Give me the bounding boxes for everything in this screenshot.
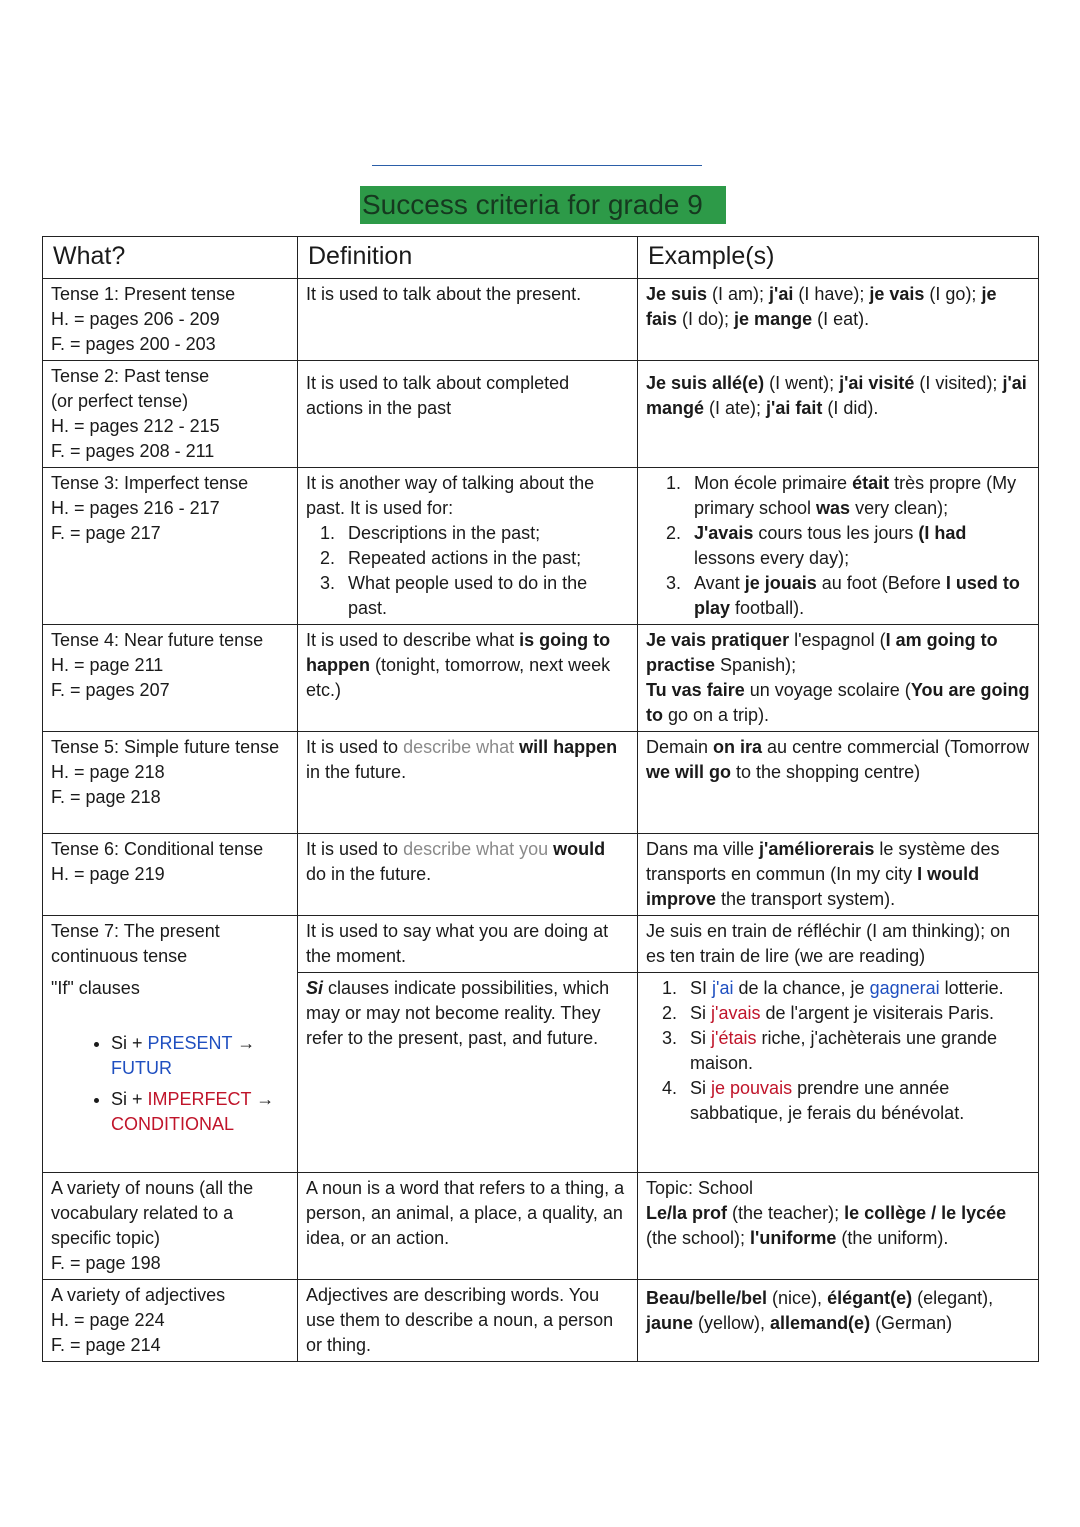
list-item [682,976,1030,1001]
example-text: cours tous les jours [753,523,919,543]
example-text: de l'argent je visiterais Paris. [760,1003,995,1023]
example-cell [638,1173,1039,1280]
example-text: (I went); [764,373,840,393]
table-row [43,732,1039,834]
what-line: H. = page 211 [51,655,164,675]
what-line: H. = page 218 [51,762,165,782]
example-text: (I visited); [914,373,1003,393]
definition-text: in the future. [306,762,407,782]
example-bold: je vais [869,284,925,304]
example-bold: j'ai [769,284,794,304]
definition-text: (tonight, tomorrow, next week etc.) [306,655,611,700]
example-text: (nice), [767,1288,828,1308]
example-text: le système des transports en commun (In my city [646,839,1000,884]
what-line: A variety of adjectives [51,1285,226,1305]
definition-text: It is used to [306,737,404,757]
what-line: H. = page 224 [51,1310,165,1330]
definition-cell [298,625,638,732]
example-text: Dans ma ville [646,839,760,859]
what-line: A variety of nouns (all the vocabulary related to a specific topic) [51,1178,254,1248]
example-text: de la chance, je [733,978,870,998]
what-cell [43,834,298,916]
what-line: F. = pages 208 - 211 [51,441,215,461]
example-text: au foot (Before [816,573,946,593]
header-definition: Definition [298,237,638,279]
example-cell [638,834,1039,916]
example-text: lessons every day); [694,548,850,568]
table-row [43,361,1039,468]
table-row [43,916,1039,973]
example-text: the transport system). [716,889,896,909]
example-bold: jaune [646,1313,694,1333]
example-text: (I eat). [812,309,870,329]
example-text: très propre (My primary school [694,473,1017,518]
example-text: (I do); [677,309,735,329]
example-topic: Topic: School [646,1178,754,1198]
rule-tense: IMPERFECT [147,1088,252,1109]
example-text: (I am); [707,284,770,304]
example-bold: we will go [646,762,732,782]
list-item [111,1087,289,1137]
top-rule [372,165,702,166]
example-text: Si [690,1003,712,1023]
definition-text: It is used to [306,839,404,859]
what-line: H. = page 219 [51,864,165,884]
list-item: 2. Repeated actions in the past; [340,546,629,571]
what-line: Tense 3: Imperfect tense [51,473,249,493]
example-cell [638,625,1039,732]
what-cell [43,279,298,361]
example-bold: j'ai mangé [646,373,1027,418]
definition-bold: Si [306,978,324,998]
definition-cell: A noun is a word that refers to a thing, a person, an animal, a place, a quality, an idea, or an action. [298,1173,638,1280]
example-text: (the school); [646,1228,751,1248]
example-text: Mon école primaire [694,473,853,493]
example-cell [638,361,1039,468]
list-item [686,521,1030,571]
definition-text: It is used to describe what [306,630,520,650]
example-bold: Tu vas faire [646,680,745,700]
example-text: to the shopping centre) [731,762,921,782]
example-text: football). [730,598,805,618]
list-item [682,1026,1030,1076]
what-cell [43,1280,298,1362]
example-bold: (I had [918,523,967,543]
example-text: Si [690,1028,712,1048]
example-bold: allemand(e) [770,1313,871,1333]
example-text: Demain [646,737,714,757]
example-list [646,471,1030,621]
table-row [43,1173,1039,1280]
example-bold: was [816,498,851,518]
example-bold: je jouais [744,573,817,593]
example-text: l'espagnol ( [789,630,886,650]
list-item: 3. What people used to do in the past. [340,571,629,621]
what-cell [43,361,298,468]
example-blue: j'ai [712,978,734,998]
example-bold: J'avais [694,523,754,543]
rule-tense: PRESENT [147,1032,233,1053]
what-line: F. = page 214 [51,1335,161,1355]
example-bold: je mange [734,309,813,329]
example-text: (I have); [793,284,870,304]
example-text: (the uniform). [836,1228,949,1248]
table-row [43,834,1039,916]
header-row [43,237,1039,279]
definition-faded: describe what [403,737,520,757]
grade9-criteria-table [42,236,1039,1362]
what-line: F. = page 198 [51,1253,161,1273]
what-line: F. = pages 200 - 203 [51,334,216,354]
page-title: Success criteria for grade 9 [360,186,726,224]
rule-text: Si + [111,1088,148,1109]
table-row [43,973,1039,1173]
example-text: go on a trip). [663,705,770,725]
rule-result: FUTUR [111,1057,172,1078]
example-text: SI [690,978,713,998]
example-cell [638,973,1039,1173]
example-list [646,976,1030,1126]
what-line: F. = pages 207 [51,680,170,700]
if-clause-rules [51,1031,289,1137]
example-bold: j'améliorerais [759,839,875,859]
definition-list [306,521,629,621]
example-text: very clean); [850,498,949,518]
definition-cell [298,834,638,916]
definition-text: do in the future. [306,864,432,884]
example-text: (the teacher); [727,1203,845,1223]
example-bold: I used to play [694,573,1020,618]
table-row [43,625,1039,732]
list-item [682,1001,1030,1026]
example-text: (German) [870,1313,953,1333]
example-text: (I did). [822,398,879,418]
example-text: (I ate); [704,398,767,418]
example-red: je pouvais [711,1078,793,1098]
definition-bold: will happen [519,737,618,757]
what-line: F. = page 217 [51,523,161,543]
what-line: H. = pages 206 - 209 [51,309,220,329]
definition-cell [298,973,638,1173]
what-cell [43,1173,298,1280]
definition-text: clauses indicate possibilities, which may or may not become reality. They refer to the present, past, and future. [306,978,610,1048]
example-cell [638,732,1039,834]
what-line: "If" clauses [51,977,140,998]
example-cell [638,468,1039,625]
definition-cell: It is used to talk about completed actions in the past [298,361,638,468]
what-line: F. = page 218 [51,787,161,807]
example-bold: Je suis [646,284,708,304]
example-cell [638,279,1039,361]
example-cell [638,1280,1039,1362]
what-line: Tense 1: Present tense [51,284,236,304]
example-bold: Je suis allé(e) [646,373,765,393]
example-text: Avant [694,573,745,593]
example-bold: je fais [646,284,997,329]
example-text: Si [690,1078,712,1098]
example-bold: You are going to [646,680,1030,725]
what-cell [43,973,298,1173]
example-text: lotterie. [939,978,1004,998]
rule-result: CONDITIONAL [111,1113,235,1134]
table-row [43,1280,1039,1362]
list-item [686,571,1030,621]
example-text: prendre une année sabbatique, je ferais du bénévolat. [690,1078,965,1123]
definition-cell: Adjectives are describing words. You use them to describe a noun, a person or thing. [298,1280,638,1362]
example-bold: élégant(e) [827,1288,913,1308]
example-text: un voyage scolaire ( [744,680,911,700]
what-line: (or perfect tense) [51,391,189,411]
arrow-icon: → [251,1088,275,1109]
example-bold: j'ai fait [766,398,823,418]
what-line: Tense 6: Conditional tense [51,839,264,859]
what-line: Tense 5: Simple future tense [51,737,280,757]
what-line: H. = pages 212 - 215 [51,416,220,436]
example-red: j'avais [711,1003,761,1023]
example-text: (yellow), [693,1313,771,1333]
what-line: H. = pages 216 - 217 [51,498,220,518]
example-red: j'étais [711,1028,757,1048]
list-item [686,471,1030,521]
definition-cell: It is used to say what you are doing at the moment. [298,916,638,973]
example-text: au centre commercial (Tomorrow [762,737,1030,757]
example-cell: Je suis en train de réfléchir (I am thinking); on es ten train de lire (we are reading) [638,916,1039,973]
example-text: (I go); [924,284,982,304]
definition-intro: It is another way of talking about the past. It is used for: [306,473,595,518]
what-line: Tense 4: Near future tense [51,630,264,650]
what-cell: Tense 7: The present continuous tense [43,916,298,973]
what-cell [43,468,298,625]
what-line: Tense 2: Past tense [51,366,210,386]
example-bold: l'uniforme [750,1228,837,1248]
table-row [43,279,1039,361]
example-bold: I would improve [646,864,980,909]
example-bold: était [852,473,890,493]
definition-cell: It is used to talk about the present. [298,279,638,361]
example-text: (elegant), [912,1288,994,1308]
header-examples: Example(s) [638,237,1039,279]
definition-cell [298,732,638,834]
definition-bold: would [553,839,606,859]
list-item [111,1031,289,1081]
definition-cell [298,468,638,625]
definition-bold: is going to happen [306,630,611,675]
example-bold: Beau/belle/bel [646,1288,768,1308]
list-item: 1. Descriptions in the past; [340,521,629,546]
definition-faded: describe what you [403,839,554,859]
example-bold: Je vais pratiquer [646,630,790,650]
example-blue: gagnerai [869,978,940,998]
list-item [682,1076,1030,1126]
what-cell [43,732,298,834]
example-bold: I am going to practise [646,630,998,675]
table-row [43,468,1039,625]
example-text: riche, j'achèterais une grande maison. [690,1028,998,1073]
example-bold: le collège / le lycée [844,1203,1007,1223]
rule-text: Si + [111,1032,148,1053]
example-text: Spanish); [715,655,797,675]
what-cell [43,625,298,732]
header-what: What? [43,237,298,279]
arrow-icon: → [232,1032,256,1053]
example-bold: on ira [713,737,763,757]
example-bold: Le/la prof [646,1203,728,1223]
example-bold: j'ai visité [839,373,915,393]
